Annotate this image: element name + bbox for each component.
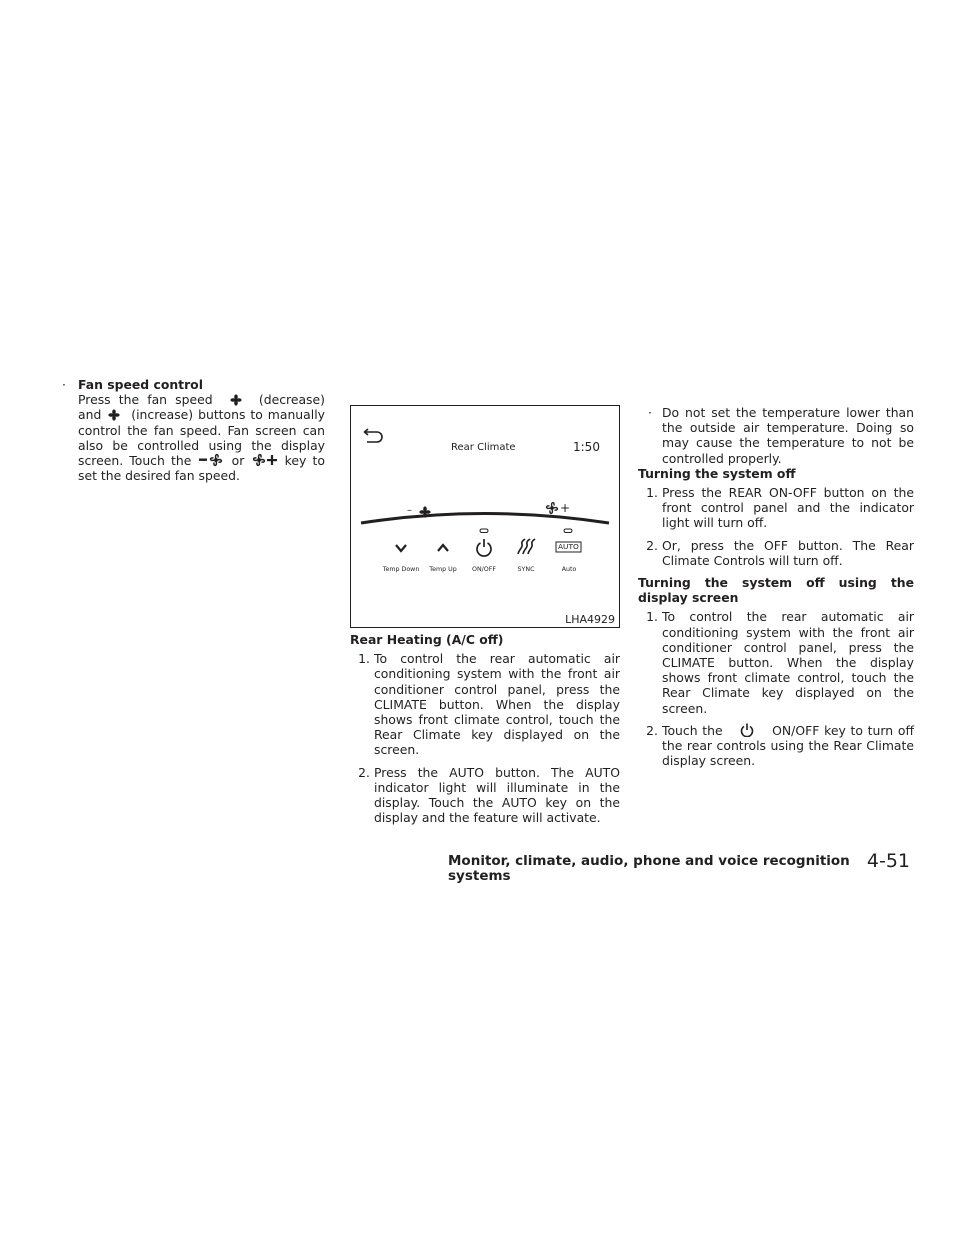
power-icon[interactable] — [477, 539, 491, 556]
screen-title: Rear Climate — [451, 442, 516, 453]
list-item: 2. Or, press the OFF button. The Rear Climate Controls will turn off. — [646, 537, 914, 568]
sync-label: SYNC — [517, 566, 535, 573]
auto-label: Auto — [561, 566, 577, 573]
chevron-up-icon[interactable] — [438, 545, 448, 551]
list-item: 1. Press the REAR ON-OFF button on the front control panel and the indicator light will turn off. — [646, 485, 914, 531]
page-number: 4-51 — [866, 850, 910, 872]
back-arrow-icon — [365, 429, 383, 442]
fan-minus-sign[interactable]: – — [407, 505, 412, 516]
onoff-label: ON/OFF — [472, 566, 496, 573]
rear-climate-screen-figure — [350, 405, 620, 628]
column-3 — [638, 405, 914, 775]
screen-divider-curve — [361, 514, 609, 524]
fan-plus-icon — [251, 453, 279, 467]
fan-small-icon — [221, 394, 251, 406]
list-item: 1. To control the rear automatic air conditioning system with the front air conditioner control panel, press the CLIMATE button. When the display shows front climate control, touch the Rear Climate key displayed on the screen. — [646, 609, 914, 716]
rear-heating-heading: Rear Heating (A/C off) — [350, 632, 504, 647]
column-2 — [350, 632, 620, 832]
fan-plus-sign[interactable]: + — [560, 501, 571, 515]
list-item: 2. Press the AUTO button. The AUTO indicator light will illuminate in the display. Touch the AUTO key on the display and the feature will activate. — [358, 764, 620, 826]
figure-label: LHA4929 — [565, 613, 615, 626]
power-icon — [727, 723, 767, 737]
turning-off-display-heading: Turning the system off using the display screen — [638, 575, 914, 606]
fan-plus-screen-icon — [547, 503, 558, 514]
list-item: 2. Touch the ON/OFF key to turn off the rear controls using the Rear Climate display screen. — [646, 722, 914, 769]
screen-clock: 1:50 — [573, 440, 600, 454]
fan-large-icon — [106, 409, 126, 421]
fan-speed-section — [62, 377, 325, 483]
auto-indicator — [564, 529, 572, 533]
fan-minus-icon — [198, 453, 226, 467]
turning-off-heading: Turning the system off — [638, 465, 796, 481]
column-1 — [62, 377, 325, 483]
page-footer — [448, 849, 910, 885]
onoff-indicator — [480, 529, 488, 533]
list-item: 1. To control the rear automatic air conditioning system with the front air conditioner control panel, press the CLIMATE button. When the display shows front climate control, touch the Rear Climate key displayed on the screen. — [358, 651, 620, 758]
temp-down-label: Temp Down — [382, 566, 420, 573]
temperature-note: · Do not set the temperature lower than the outside air temperature. Doing so may cause the temperature to not be controlled properly. — [648, 405, 914, 466]
sync-icon[interactable] — [518, 539, 535, 554]
fan-speed-heading: Fan speed control — [78, 377, 203, 392]
temp-up-label: Temp Up — [429, 566, 457, 573]
bullet-dot: · — [62, 377, 66, 392]
footer-title: Monitor, climate, audio, phone and voice recognition systems — [448, 853, 850, 885]
fan-speed-paragraph: Press the fan speed (decrease) and (increase) buttons to manually control the fan speed. Fan screen can also be controlled using the display screen. Touch the or key to set the desired fan speed. — [78, 392, 325, 484]
auto-key[interactable]: AUTO — [558, 542, 579, 551]
chevron-down-icon[interactable] — [396, 545, 406, 551]
